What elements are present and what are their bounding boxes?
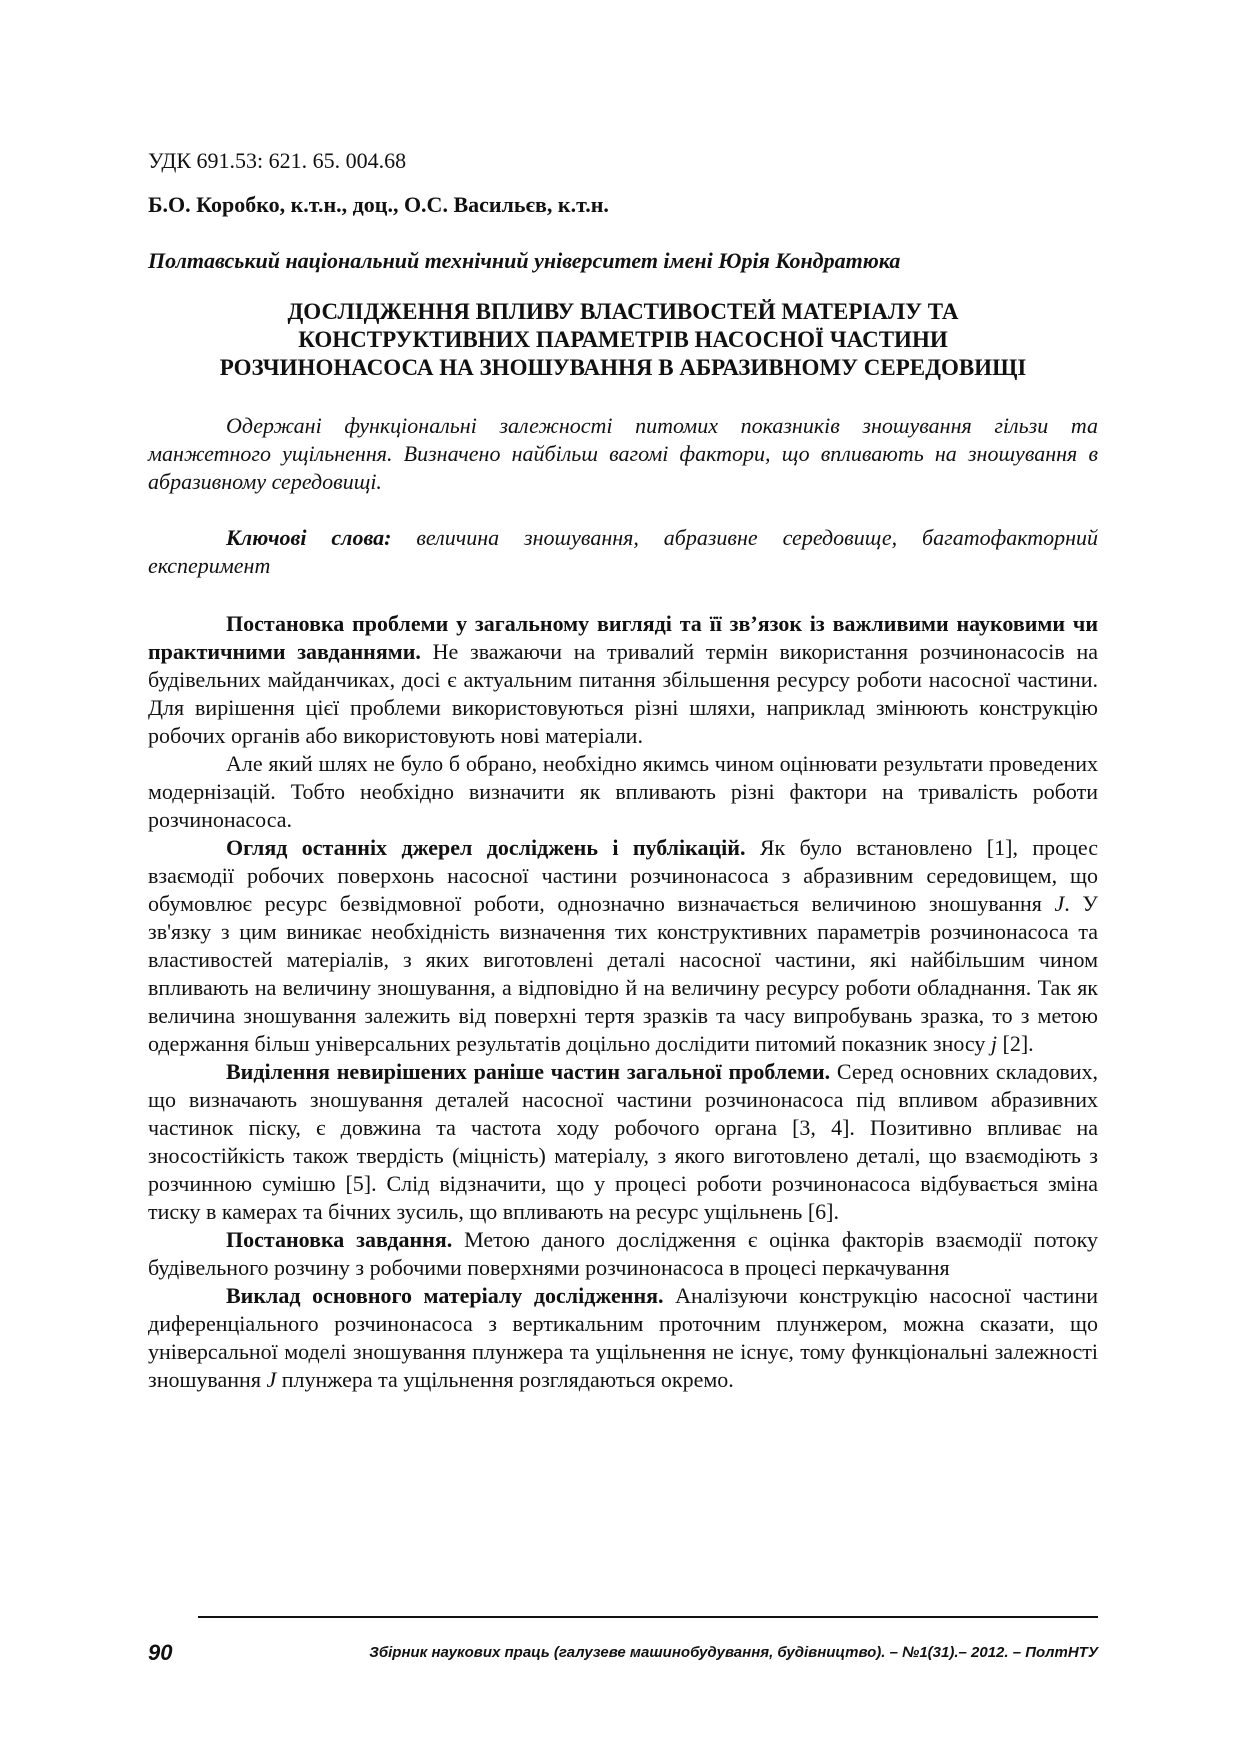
- section-heading: Постановка проблеми у загальному вигляді та її зв’язок із важливими науковими чи практичними завданнями.: [148, 611, 1098, 664]
- affiliation: Полтавський національний технічний університет імені Юрія Кондратюка: [148, 248, 901, 273]
- paragraph-text: Серед основних складових, що визначають зношування деталей насосної частини розчинонасоса під впливом абразивних частинок піску, є довжина та частота ходу робочого органа [3, 4]. Позитивно впливає на зносостійкість також твердість (міцність) матеріалу, з якого виготовлено деталі, що взаємодіють з розчинною сумішю [5]. Слід відзначити, що у процесі роботи розчинонасоса відбувається зміна тиску в камерах та бічних зусиль, що впливають на ресурс ущільнень [6].: [148, 1059, 1098, 1224]
- abstract: Одержані функціональні залежності питомих показників зношування гільзи та манжетного ущільнення. Визначено найбільш вагомі фактори, що впливають на зношування в абразивному середовищі.: [148, 413, 1098, 494]
- paragraph-text: [2].: [997, 1031, 1034, 1056]
- symbol-J: J: [266, 1367, 277, 1392]
- paper-title: [148, 298, 1098, 382]
- symbol-J: J: [1054, 891, 1065, 916]
- title-line: ДОСЛІДЖЕННЯ ВПЛИВУ ВЛАСТИВОСТЕЙ МАТЕРІАЛУ ТА: [287, 299, 959, 324]
- keywords: [148, 524, 1098, 580]
- paragraph-text: Не зважаючи на тривалий термін використання розчинонасосів на будівельних майданчиках, досі є актуальним питання збільшення ресурсу роботи насосної частини. Для вирішення цієї проблеми використовуються різні шляхи, наприклад змінюють конструкцію робочих органів або використовують нові матеріали.: [148, 639, 1098, 748]
- paragraph-review: [148, 834, 1098, 1058]
- section-heading: Огляд останніх джерел досліджень і публікацій.: [226, 835, 746, 860]
- title-line: РОЗЧИНОНАСОСА НА ЗНОШУВАННЯ В АБРАЗИВНОМУ СЕРЕДОВИЩІ: [219, 355, 1027, 380]
- paragraph-text: плунжера та ущільнення розглядаються окремо.: [276, 1367, 734, 1392]
- authors: Б.О. Коробко, к.т.н., доц., О.С. Васильєв, к.т.н.: [148, 192, 609, 217]
- title-line: КОНСТРУКТИВНИХ ПАРАМЕТРІВ НАСОСНОЇ ЧАСТИНИ: [298, 327, 948, 352]
- paragraph-text: . У зв'язку з цим виникає необхідність визначення тих конструктивних параметрів розчинонасоса та властивостей матеріалів, з яких виготовлені деталі насосної частини, які найбільшим чином впливають на величину зношування, а відповідно й на величину ресурсу роботи обладнання. Так як величина зношування залежить від поверхні тертя зразків та часу випробувань зразка, то з метою одержання більш універсальних результатів доцільно дослідити питомий показник зносу: [148, 891, 1098, 1056]
- keywords-label: Ключові слова:: [226, 525, 392, 550]
- section-heading: Виклад основного матеріалу дослідження.: [226, 1283, 664, 1308]
- section-heading: Виділення невирішених раніше частин загальної проблеми.: [226, 1059, 831, 1084]
- body-text: [148, 610, 1098, 1394]
- journal-footer: Збірник наукових праць (галузеве машинобудування, будівництво). – №1(31).– 2012. – ПолтНТУ: [369, 1644, 1098, 1661]
- paragraph-text: Але який шлях не було б обрано, необхідно якимсь чином оцінювати результати проведених модернізацій. Тобто необхідно визначити як впливають різні фактори на тривалість роботи розчинонасоса.: [148, 751, 1098, 832]
- paragraph-text: Як було встановлено [1], процес взаємодії робочих поверхонь насосної частини розчинонасоса з абразивним середовищем, що обумовлює ресурс безвідмовної роботи, однозначно визначається величиною зношування: [148, 835, 1098, 916]
- paragraph-approach: [148, 750, 1098, 834]
- paragraph-unsolved: [148, 1058, 1098, 1226]
- symbol-j: j: [990, 1031, 997, 1056]
- paragraph-text: Метою даного дослідження є оцінка факторів взаємодії потоку будівельного розчину з робочими поверхнями розчинонасоса в процесі перкачування: [148, 1227, 1098, 1280]
- section-heading: Постановка завдання.: [226, 1227, 453, 1252]
- keywords-text: величина зношування, абразивне середовище, багатофакторний експеримент: [148, 525, 1099, 578]
- paragraph-main: [148, 1282, 1098, 1394]
- page-number: 90: [148, 1640, 173, 1665]
- paragraph-task: [148, 1226, 1098, 1282]
- udc-code: УДК 691.53: 621. 65. 004.68: [148, 148, 407, 173]
- footer-rule: [198, 1616, 1098, 1618]
- paragraph-problem: [148, 610, 1098, 750]
- paragraph-text: Аналізуючи конструкцію насосної частини диференціального розчинонасоса з вертикальним проточним плунжером, можна сказати, що універсальної моделі зношування плунжера та ущільнення не існує, тому функціональні залежності зношування: [148, 1283, 1098, 1392]
